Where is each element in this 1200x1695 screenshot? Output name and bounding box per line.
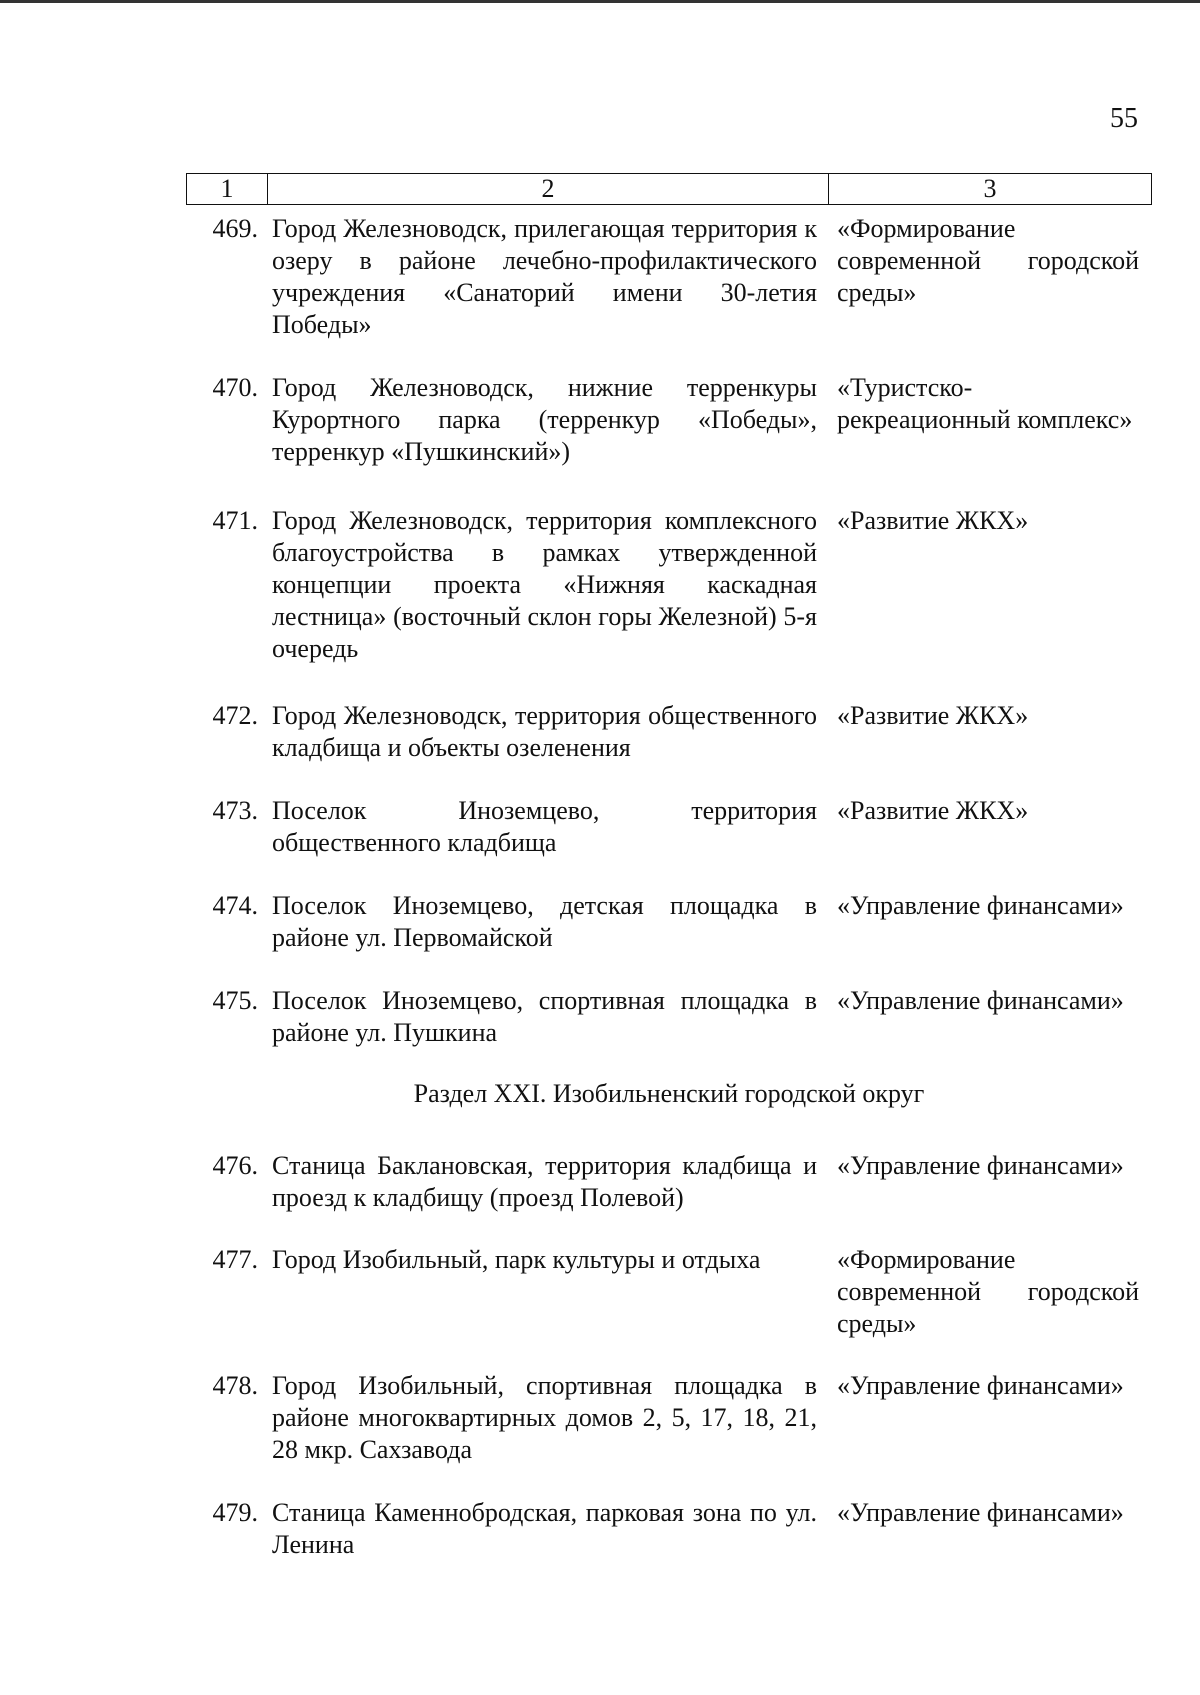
row-number: 477.: [212, 1245, 258, 1274]
page-number: 55: [1110, 103, 1138, 134]
row-location: Поселок Иноземцево, спортивная площадка в районе ул. Пушкина: [272, 986, 817, 1047]
top-border-line: [0, 0, 1200, 3]
row-location: Город Железноводск, территория комплексного благоустройства в рамках утвержденной концепции проекта «Нижняя каскадная лестница» (восточный склон горы Железной) 5-я очередь: [272, 506, 817, 663]
row-location: Город Железноводск, нижние терренкуры Курортного парка (терренкур «Победы», терренкур «Пушкинский»): [272, 373, 817, 466]
header-column-2: 2: [268, 174, 829, 204]
row-program: «Управление финансами»: [837, 1151, 1124, 1180]
row-program: «Формирование современной городской среды»: [837, 214, 1139, 307]
row-program: «Управление финансами»: [837, 1498, 1124, 1527]
row-number: 472.: [212, 701, 258, 730]
row-program: «Формирование современной городской среды»: [837, 1245, 1139, 1338]
row-program: «Управление финансами»: [837, 986, 1124, 1015]
row-program: «Развитие ЖКХ»: [837, 796, 1029, 825]
header-column-3: 3: [983, 174, 997, 203]
row-number: 479.: [212, 1498, 258, 1527]
row-location: Город Изобильный, спортивная площадка в районе многоквартирных домов 2, 5, 17, 18, 21, 28 мкр. Сахзавода: [272, 1371, 817, 1464]
row-number: 471.: [212, 506, 258, 535]
row-number: 473.: [212, 796, 258, 825]
table-header: [186, 173, 1152, 205]
row-location: Город Железноводск, территория общественного кладбища и объекты озеленения: [272, 701, 817, 762]
row-program: «Развитие ЖКХ»: [837, 506, 1029, 535]
row-location: Город Изобильный, парк культуры и отдыха: [272, 1245, 761, 1274]
row-number: 470.: [212, 373, 258, 402]
row-program: «Туристско-рекреационный комплекс»: [837, 373, 1133, 434]
section-title: Раздел XXI. Изобильненский городской округ: [413, 1079, 925, 1108]
row-location: Город Железноводск, прилегающая территория к озеру в районе лечебно-профилактического учреждения «Санаторий имени 30-летия Победы»: [272, 214, 817, 339]
row-number: 469.: [212, 214, 258, 243]
row-number: 476.: [212, 1151, 258, 1180]
row-location: Поселок Иноземцево, детская площадка в районе ул. Первомайской: [272, 891, 817, 952]
row-number: 475.: [212, 986, 258, 1015]
row-number: 478.: [212, 1371, 258, 1400]
row-program: «Управление финансами»: [837, 1371, 1124, 1400]
row-location: Станица Баклановская, территория кладбища и проезд к кладбищу (проезд Полевой): [272, 1151, 817, 1212]
row-location: Станица Каменнобродская, парковая зона по ул. Ленина: [272, 1498, 817, 1559]
row-location: Поселок Иноземцево, территория общественного кладбища: [272, 796, 817, 857]
row-program: «Управление финансами»: [837, 891, 1124, 920]
header-column-1: 1: [187, 174, 268, 204]
row-program: «Развитие ЖКХ»: [837, 701, 1029, 730]
row-number: 474.: [212, 891, 258, 920]
